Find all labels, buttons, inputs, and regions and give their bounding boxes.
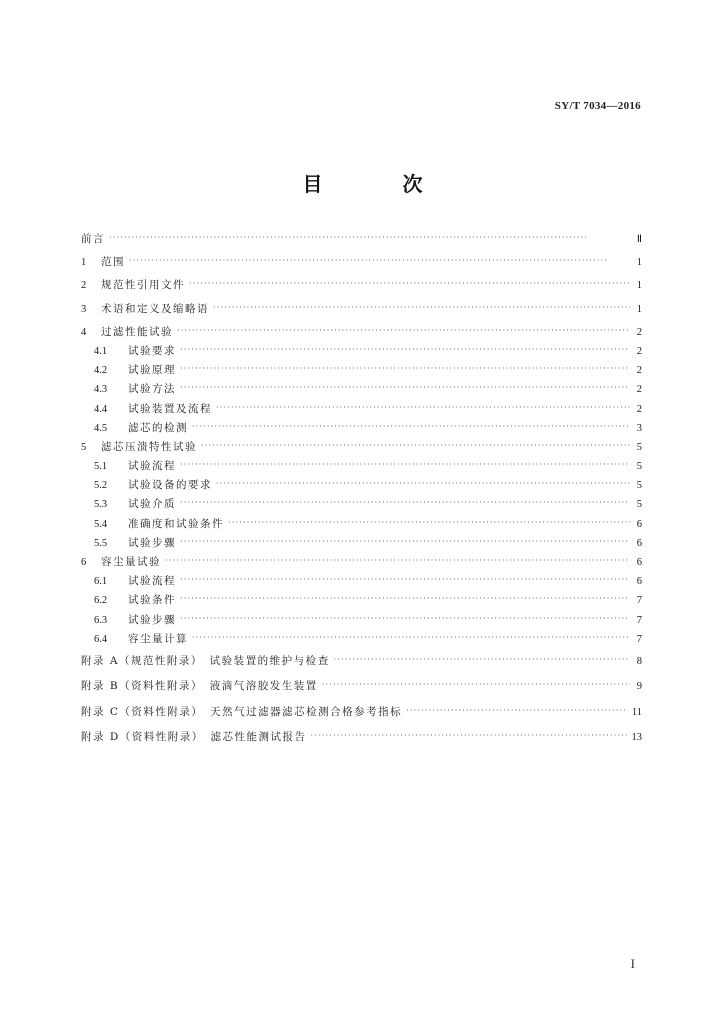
- toc-entry-page: 5: [636, 441, 642, 453]
- toc-entry-number: 5.1: [94, 461, 108, 473]
- toc-entry-number: 5.2: [94, 480, 108, 492]
- toc-entry-label: 容尘量计算: [128, 632, 188, 645]
- toc-entry-page: 2: [636, 365, 642, 377]
- toc-leader-dots: [180, 359, 630, 378]
- toc-entry-label: 试验流程: [128, 575, 176, 588]
- toc-entry-foreword[interactable]: [81, 230, 642, 249]
- toc-appendix-c[interactable]: [81, 700, 642, 726]
- toc-entry-number: 6.2: [94, 595, 108, 607]
- toc-entry-page: 5: [636, 461, 642, 473]
- toc-entry-page: 1: [636, 280, 642, 292]
- toc-entry-page: Ⅱ: [636, 234, 642, 245]
- toc-entry-page: 3: [636, 422, 642, 434]
- toc-leader-dots: [180, 570, 630, 589]
- toc-entry-label: 试验原理: [128, 364, 176, 377]
- footer-page-number: I: [630, 956, 635, 971]
- toc-entry-label: 范围: [101, 256, 125, 269]
- toc-entry-page: 2: [636, 384, 642, 396]
- toc-entry-page: 5: [636, 480, 642, 492]
- toc-entry-label: 试验步骤: [128, 613, 176, 626]
- toc-appendix-d[interactable]: [81, 725, 642, 751]
- toc-leader-dots: [213, 298, 630, 317]
- toc-entry-label: 附录 B（资料性附录） 液滴气溶胶发生装置: [81, 680, 318, 693]
- toc-leader-dots: [180, 340, 630, 359]
- toc-entry-page: 6: [636, 576, 642, 588]
- toc-entry-page: 2: [636, 345, 642, 357]
- standard-code: SY/T 7034—2016: [554, 100, 641, 112]
- toc-entry-page: 9: [636, 681, 642, 693]
- toc-entry-page: 1: [636, 257, 642, 269]
- toc-leader-dots: [180, 378, 630, 397]
- table-of-contents: [81, 230, 642, 751]
- toc-entry-label: 术语和定义及缩略语: [101, 302, 209, 315]
- toc-entry-label: 试验要求: [128, 344, 176, 357]
- toc-leader-dots: [311, 723, 628, 749]
- toc-entry-number: 5.4: [94, 518, 108, 530]
- toc-entry-page: 8: [636, 655, 642, 667]
- toc-leader-dots: [177, 321, 630, 340]
- toc-leader-dots: [165, 551, 630, 570]
- toc-entry-number: 6.1: [94, 576, 108, 588]
- toc-entry-label: 试验介质: [128, 498, 176, 511]
- toc-entry-number: 4.2: [94, 365, 108, 377]
- toc-entry-number: 4.5: [94, 422, 108, 434]
- toc-entry-page: 13: [631, 732, 642, 744]
- toc-entry-number: 6: [81, 557, 87, 568]
- toc-entry-label: 试验设备的要求: [128, 479, 212, 492]
- toc-entry-label: 容尘量试验: [101, 556, 161, 568]
- toc-appendix-a[interactable]: [81, 649, 642, 675]
- toc-entry-label: 规范性引用文件: [101, 279, 185, 292]
- toc-entry-page: 2: [636, 326, 642, 338]
- toc-leader-dots: [129, 251, 630, 270]
- toc-entry-number: 5: [81, 441, 87, 453]
- toc-leader-dots: [192, 417, 630, 436]
- toc-entry-label: 试验条件: [128, 594, 176, 607]
- toc-entry-number: 1: [81, 257, 87, 269]
- toc-entry[interactable]: [81, 300, 642, 319]
- toc-leader-dots: [201, 436, 630, 455]
- toc-entry-label: 滤芯压溃特性试验: [101, 440, 197, 453]
- toc-entry-label: 准确度和试验条件: [128, 517, 224, 530]
- toc-entry-label: 试验方法: [128, 383, 176, 396]
- toc-leader-dots: [322, 672, 630, 698]
- toc-entry-number: 4.3: [94, 384, 108, 396]
- toc-leader-dots: [189, 274, 630, 293]
- toc-leader-dots: [180, 493, 630, 512]
- toc-entry-number: 2: [81, 280, 87, 292]
- toc-entry-number: 5.5: [94, 537, 108, 549]
- toc-entry-number: 4.1: [94, 345, 108, 357]
- toc-entry-label: 滤芯的检测: [128, 421, 188, 434]
- toc-entry-page: 7: [636, 595, 642, 607]
- toc-leader-dots: [406, 698, 628, 724]
- toc-leader-dots: [216, 398, 630, 417]
- toc-entry-page: 6: [636, 557, 642, 568]
- toc-entry-number: 5.3: [94, 499, 108, 511]
- toc-entry[interactable]: [81, 253, 642, 272]
- toc-entry-label: 前言: [81, 233, 105, 245]
- toc-entry-page: 6: [636, 537, 642, 549]
- toc-leader-dots: [109, 228, 630, 247]
- toc-leader-dots: [216, 474, 630, 493]
- toc-appendix-b[interactable]: [81, 674, 642, 700]
- toc-leader-dots: [180, 589, 630, 608]
- toc-entry-page: 6: [636, 518, 642, 530]
- toc-entry-label: 试验流程: [128, 460, 176, 473]
- toc-entry-label: 试验装置及流程: [128, 402, 212, 415]
- toc-entry-number: 6.3: [94, 614, 108, 626]
- page-title: 目 次: [302, 172, 453, 196]
- toc-entry-page: 5: [636, 499, 642, 511]
- toc-entry-page: 1: [636, 303, 642, 315]
- toc-entry-number: 4: [81, 326, 87, 338]
- toc-leader-dots: [180, 609, 630, 628]
- toc-leader-dots: [228, 513, 630, 532]
- toc-entry-page: 7: [636, 614, 642, 626]
- toc-leader-dots: [192, 628, 630, 647]
- toc-entry-number: 3: [81, 303, 87, 315]
- toc-entry-label: 附录 A（规范性附录） 试验装置的维护与检查: [81, 654, 330, 667]
- toc-entry-page: 11: [631, 706, 642, 718]
- toc-entry-number: 6.4: [94, 633, 108, 645]
- toc-entry-page: 7: [636, 633, 642, 645]
- toc-entry-label: 过滤性能试验: [101, 325, 173, 338]
- toc-entry-label: 附录 C（资料性附录） 天然气过滤器滤芯检测合格参考指标: [81, 705, 403, 718]
- toc-leader-dots: [180, 455, 630, 474]
- toc-leader-dots: [180, 532, 630, 551]
- toc-entry-number: 4.4: [94, 403, 108, 415]
- toc-leader-dots: [334, 647, 630, 673]
- toc-entry-page: 2: [636, 403, 642, 415]
- toc-entry-label: 附录 D（资料性附录） 滤芯性能测试报告: [81, 731, 307, 744]
- toc-entry[interactable]: [81, 276, 642, 295]
- toc-entry-label: 试验步骤: [128, 536, 176, 549]
